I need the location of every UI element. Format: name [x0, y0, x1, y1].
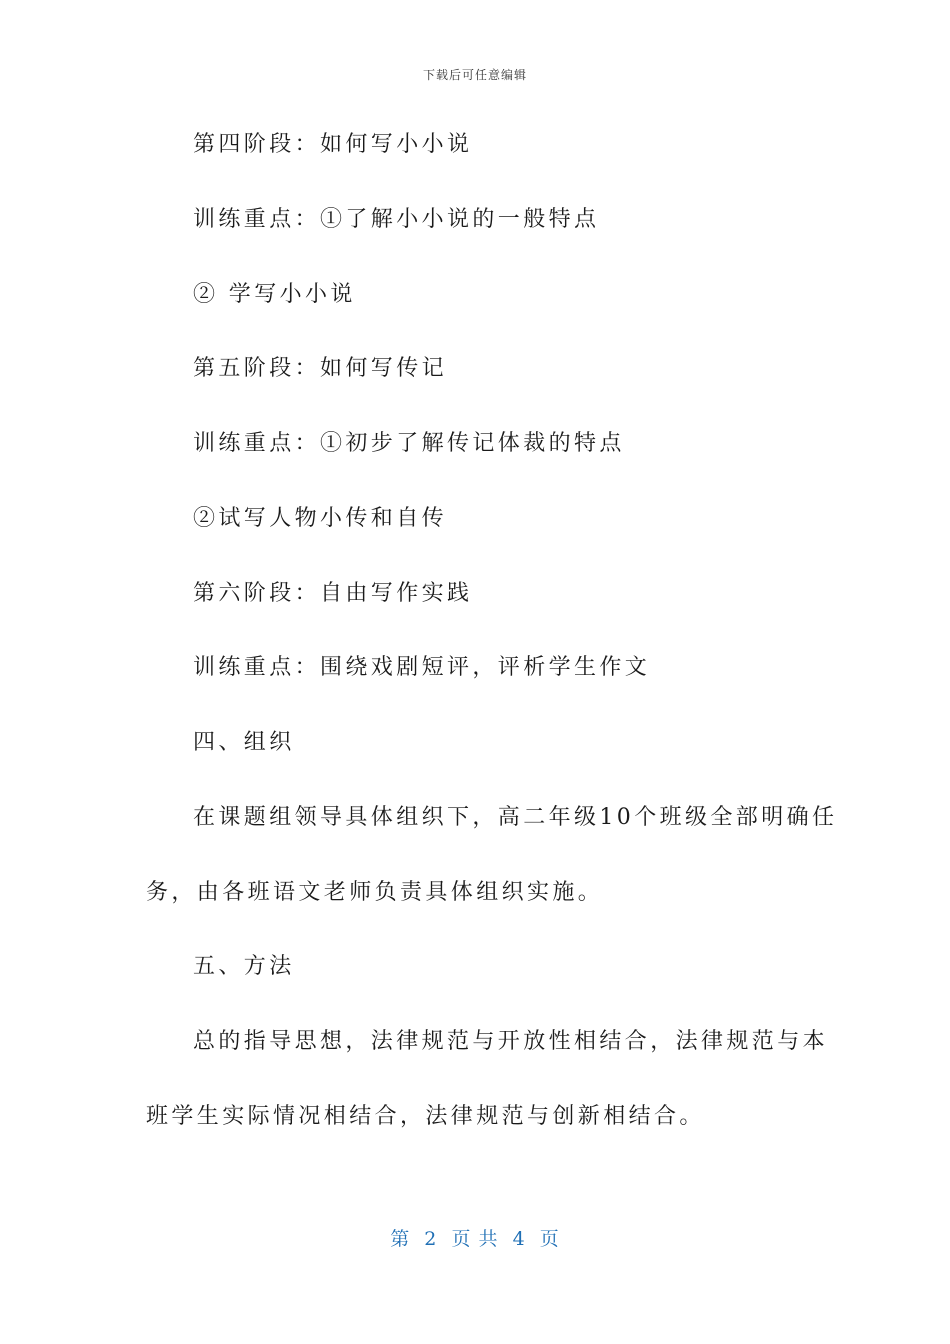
- stage-four-focus-2: ② 学写小小说: [193, 282, 356, 307]
- section-five-heading: 五、方法: [193, 954, 295, 979]
- stage-four-heading: 第四阶段：如何写小小说: [193, 132, 473, 157]
- stage-five-focus-2: ②试写人物小传和自传: [193, 506, 448, 531]
- section-four-heading: 四、组织: [193, 730, 295, 755]
- stage-five-heading: 第五阶段：如何写传记: [193, 356, 448, 381]
- stage-five-focus-1: 训练重点：①初步了解传记体裁的特点: [193, 431, 625, 456]
- header-note: 下载后可任意编辑: [422, 68, 527, 82]
- method-paragraph-line-2: 班学生实际情况相结合，法律规范与创新相结合。: [146, 1104, 705, 1129]
- stage-six-focus: 训练重点：围绕戏剧短评，评析学生作文: [193, 655, 651, 680]
- stage-six-heading: 第六阶段：自由写作实践: [193, 581, 473, 606]
- page-number-footer: 第 2 页 共 4 页: [390, 1228, 560, 1250]
- stage-four-focus-1: 训练重点：①了解小小说的一般特点: [193, 207, 600, 232]
- organization-paragraph-line-1: 在课题组领导具体组织下，高二年级10个班级全部明确任: [193, 805, 838, 830]
- organization-paragraph-line-2: 务，由各班语文老师负责具体组织实施。: [146, 880, 604, 905]
- method-paragraph-line-1: 总的指导思想，法律规范与开放性相结合，法律规范与本: [193, 1029, 829, 1054]
